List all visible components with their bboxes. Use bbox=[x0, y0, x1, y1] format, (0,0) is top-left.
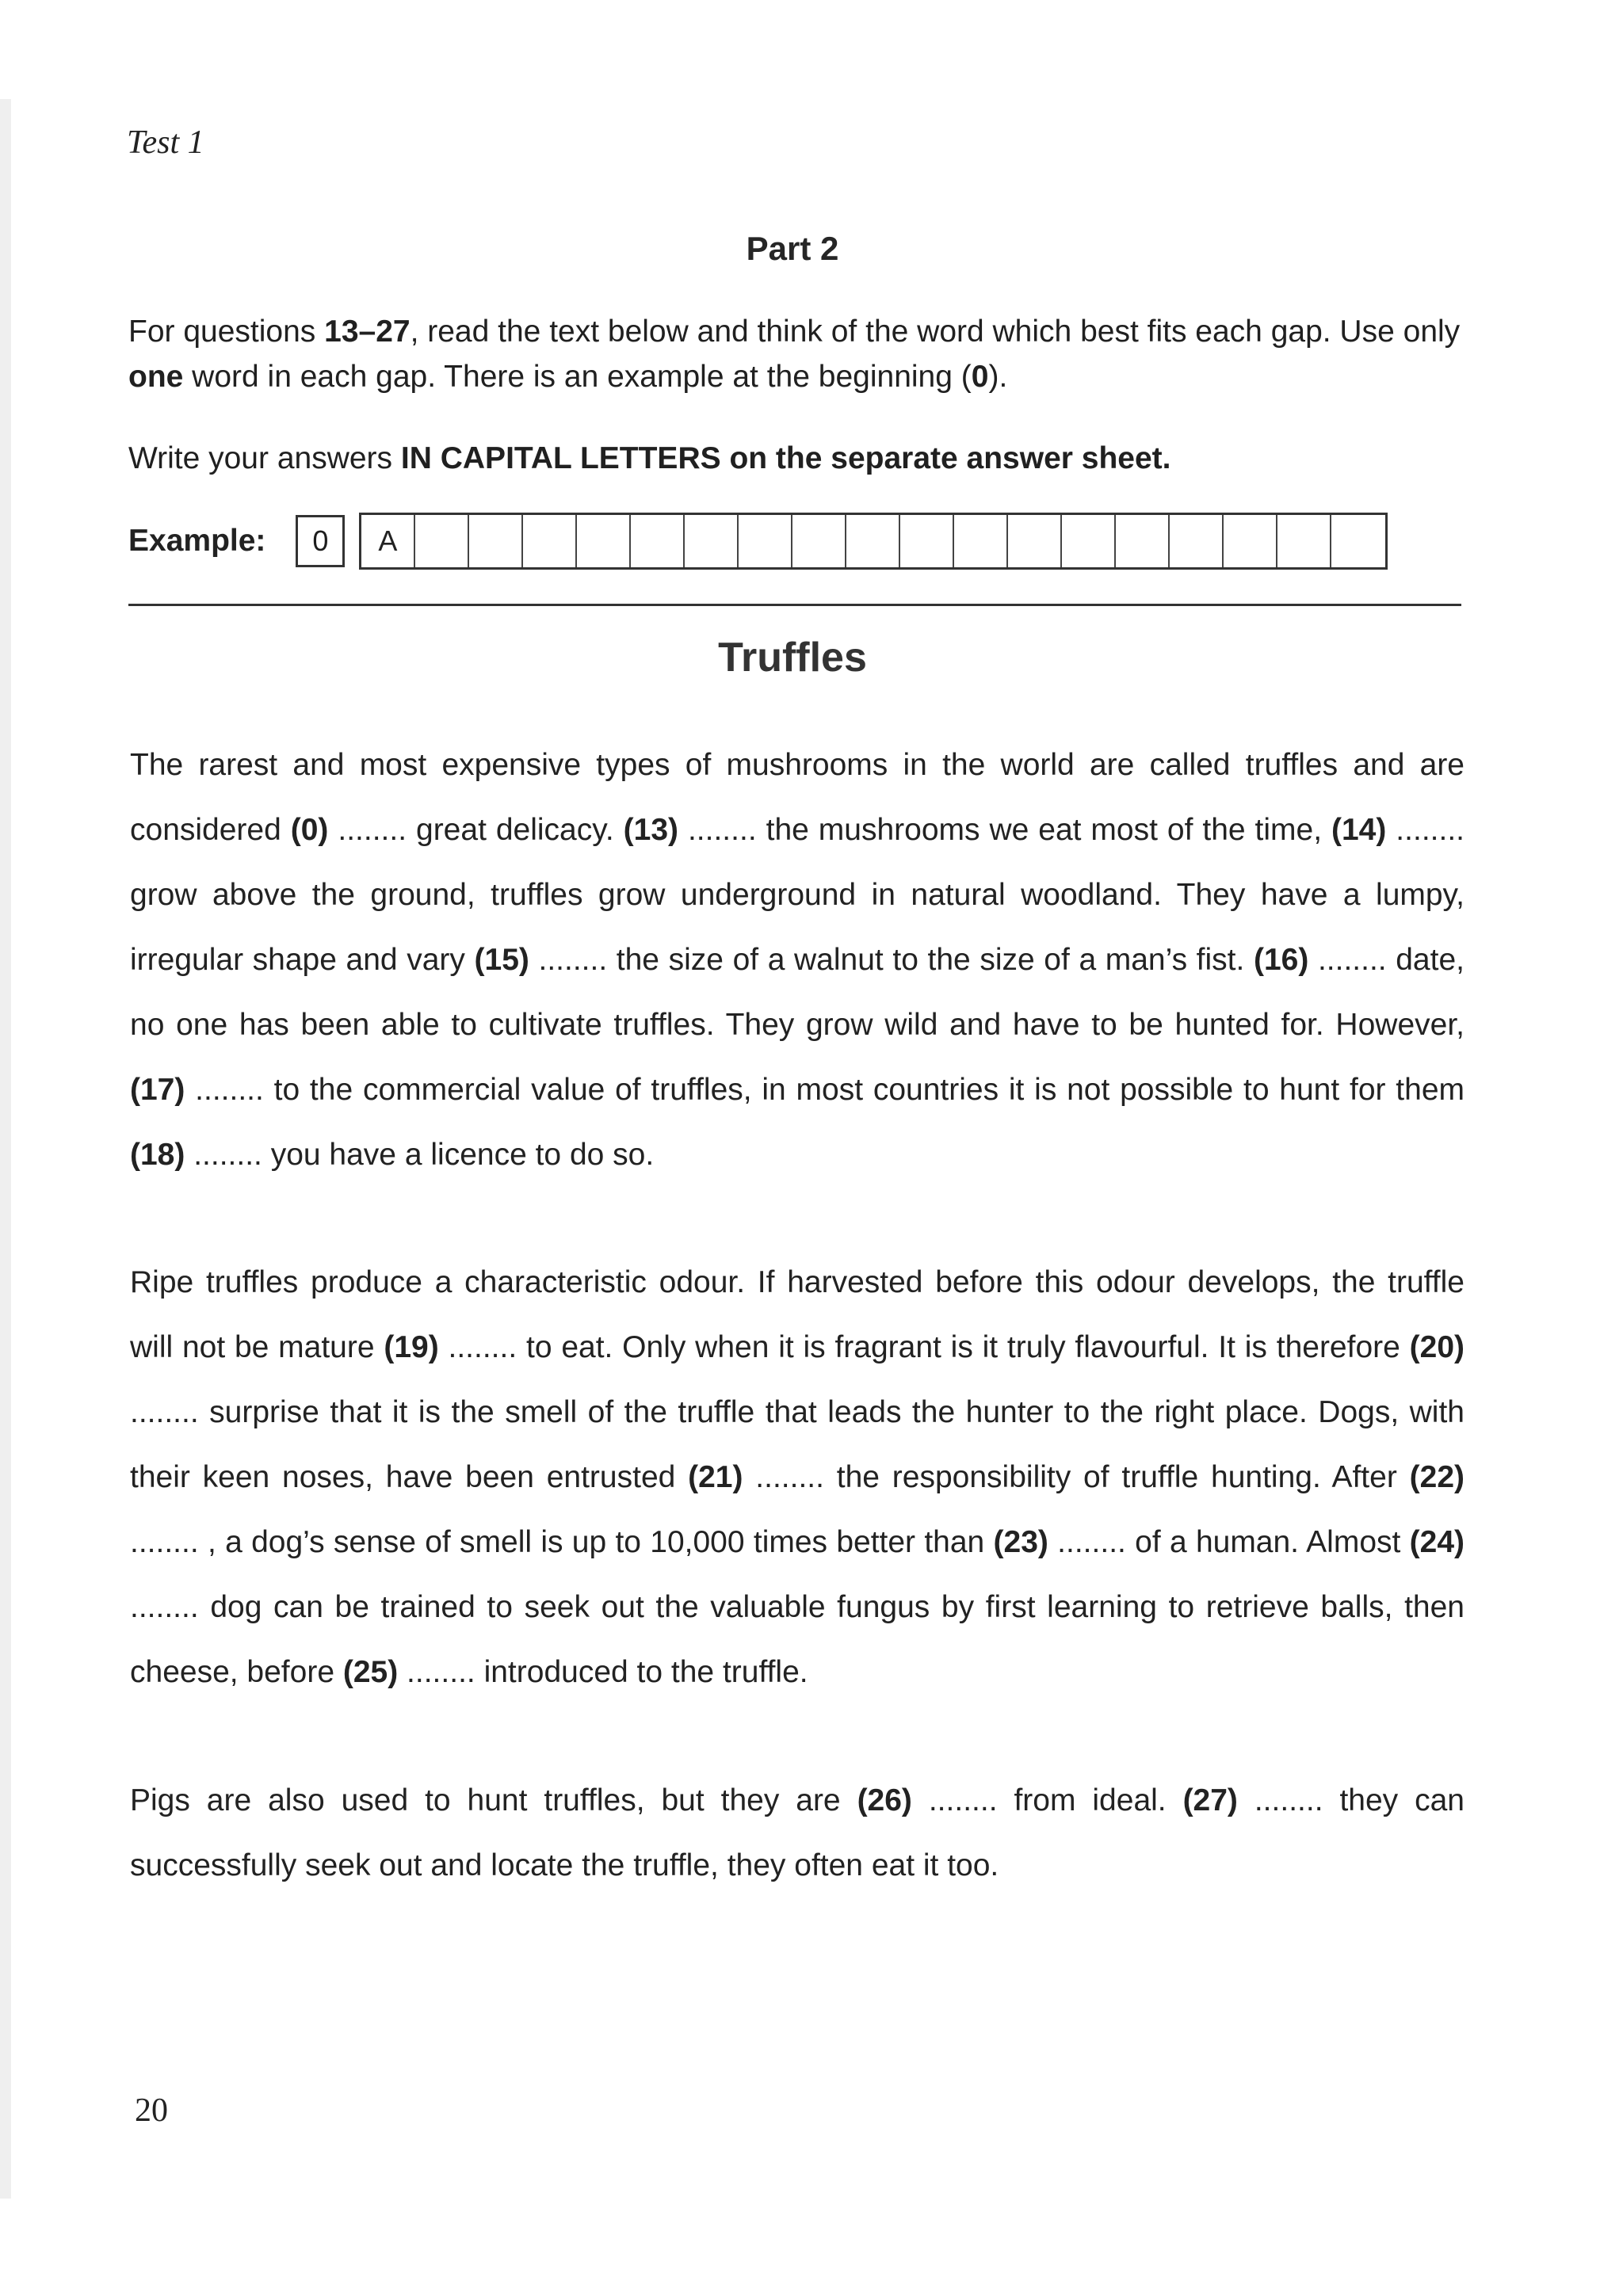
gap-number: (20) bbox=[1409, 1330, 1465, 1364]
answer-cell bbox=[685, 515, 739, 567]
answer-cell bbox=[1331, 515, 1385, 567]
text-run: ........ , a dog’s sense of smell is up to 10,000 times better than bbox=[130, 1525, 994, 1559]
answer-cell bbox=[1062, 515, 1116, 567]
text-title: Truffles bbox=[718, 635, 867, 681]
instruction-emphasis: 0 bbox=[971, 360, 989, 394]
instruction-answers bbox=[128, 436, 1476, 481]
gap-number: (16) bbox=[1253, 943, 1309, 977]
answer-cell bbox=[523, 515, 577, 567]
text-run: ........ they can successfully seek out and locate the truffle, they often eat it too. bbox=[130, 1783, 1465, 1882]
example-answer-grid bbox=[359, 513, 1388, 570]
gap-number: (14) bbox=[1331, 813, 1387, 847]
text-run: ........ great delicacy. bbox=[328, 813, 624, 847]
answer-cell bbox=[846, 515, 900, 567]
gap-number: (22) bbox=[1409, 1460, 1465, 1494]
text-paragraph bbox=[130, 1250, 1465, 1705]
text-run: ........ the responsibility of truffle hunting. After bbox=[743, 1460, 1410, 1494]
instruction-text: For questions bbox=[128, 315, 325, 349]
gap-number: (27) bbox=[1182, 1783, 1238, 1817]
instruction-emphasis: one bbox=[128, 360, 184, 394]
text-run: ........ of a human. Almost bbox=[1048, 1525, 1410, 1559]
page-edge-shadow bbox=[0, 99, 11, 2199]
text-run: The rarest and most expensive types of mushrooms in the world are called truffles and are considered bbox=[130, 748, 1465, 847]
text-paragraph bbox=[130, 1768, 1465, 1898]
paragraph-text bbox=[130, 1768, 1465, 1898]
text-run: ........ the size of a walnut to the size of a man’s fist. bbox=[529, 943, 1254, 977]
example-number-box: 0 bbox=[296, 515, 345, 567]
answer-cell bbox=[792, 515, 846, 567]
paragraph-text bbox=[130, 733, 1465, 1188]
answer-cell bbox=[415, 515, 469, 567]
example-row bbox=[128, 509, 1388, 573]
answer-cell bbox=[1277, 515, 1331, 567]
text-run: ........ surprise that it is the smell of the truffle that leads the hunter to the right place. Dogs, with their keen noses, have been entrusted bbox=[130, 1395, 1465, 1494]
answer-cell bbox=[1116, 515, 1170, 567]
gap-number: (0) bbox=[290, 813, 329, 847]
page-number: 20 bbox=[135, 2092, 168, 2129]
text-run: ........ grow above the ground, truffles grow underground in natural woodland. They have a lumpy, irregular shape and vary bbox=[130, 813, 1465, 977]
divider bbox=[128, 604, 1461, 606]
instruction-text: Write your answers bbox=[128, 441, 401, 475]
gap-number: (23) bbox=[993, 1525, 1048, 1559]
instructions bbox=[128, 309, 1476, 481]
text-paragraph bbox=[130, 733, 1465, 1188]
text-run: ........ the mushrooms we eat most of the time, bbox=[678, 813, 1331, 847]
gap-number: (17) bbox=[130, 1073, 185, 1107]
part-title: Part 2 bbox=[746, 230, 839, 267]
answer-cell bbox=[1170, 515, 1224, 567]
test-label: Test 1 bbox=[127, 124, 204, 161]
answer-cell bbox=[577, 515, 631, 567]
instruction-text: , read the text below and think of the word which best fits each gap. Use only bbox=[410, 315, 1461, 349]
gap-number: (13) bbox=[623, 813, 679, 847]
instruction-text: word in each gap. There is an example at the beginning ( bbox=[183, 360, 972, 394]
instruction-emphasis: IN CAPITAL LETTERS on the separate answer sheet. bbox=[400, 441, 1171, 475]
answer-cell bbox=[1224, 515, 1277, 567]
answer-cell: A bbox=[361, 515, 415, 567]
gap-number: (19) bbox=[384, 1330, 439, 1364]
answer-cell bbox=[1008, 515, 1062, 567]
gap-number: (18) bbox=[130, 1138, 185, 1172]
answer-cell bbox=[631, 515, 685, 567]
text-run: ........ introduced to the truffle. bbox=[398, 1655, 808, 1689]
answer-cell bbox=[954, 515, 1008, 567]
instruction-questions bbox=[128, 309, 1476, 399]
text-run: ........ to eat. Only when it is fragrant is it truly flavourful. It is therefore bbox=[438, 1330, 1410, 1364]
answer-cell bbox=[469, 515, 523, 567]
gap-number: (26) bbox=[857, 1783, 912, 1817]
gap-number: (25) bbox=[342, 1655, 399, 1689]
answer-cell bbox=[739, 515, 792, 567]
text-run: ........ from ideal. bbox=[911, 1783, 1183, 1817]
answer-cell bbox=[900, 515, 954, 567]
gap-number: (24) bbox=[1409, 1525, 1465, 1559]
text-run: Pigs are also used to hunt truffles, but they are bbox=[130, 1783, 857, 1817]
text-run: ........ date, no one has been able to cultivate truffles. They grow wild and have to be hunted for. However, bbox=[130, 943, 1465, 1042]
gap-number: (15) bbox=[474, 943, 529, 977]
text-run: ........ dog can be trained to seek out the valuable fungus by first learning to retrieve balls, then cheese, before bbox=[130, 1590, 1465, 1689]
example-label: Example: bbox=[128, 524, 266, 558]
text-run: Ripe truffles produce a characteristic odour. If harvested before this odour develops, the truffle will not be mature bbox=[130, 1265, 1465, 1364]
instruction-text: ). bbox=[988, 360, 1008, 394]
question-range: 13–27 bbox=[324, 315, 411, 349]
text-run: ........ you have a licence to do so. bbox=[185, 1138, 655, 1172]
text-run: ........ to the commercial value of truffles, in most countries it is not possible to hunt for them bbox=[185, 1073, 1465, 1107]
gap-number: (21) bbox=[688, 1460, 743, 1494]
paragraph-text bbox=[130, 1250, 1465, 1705]
